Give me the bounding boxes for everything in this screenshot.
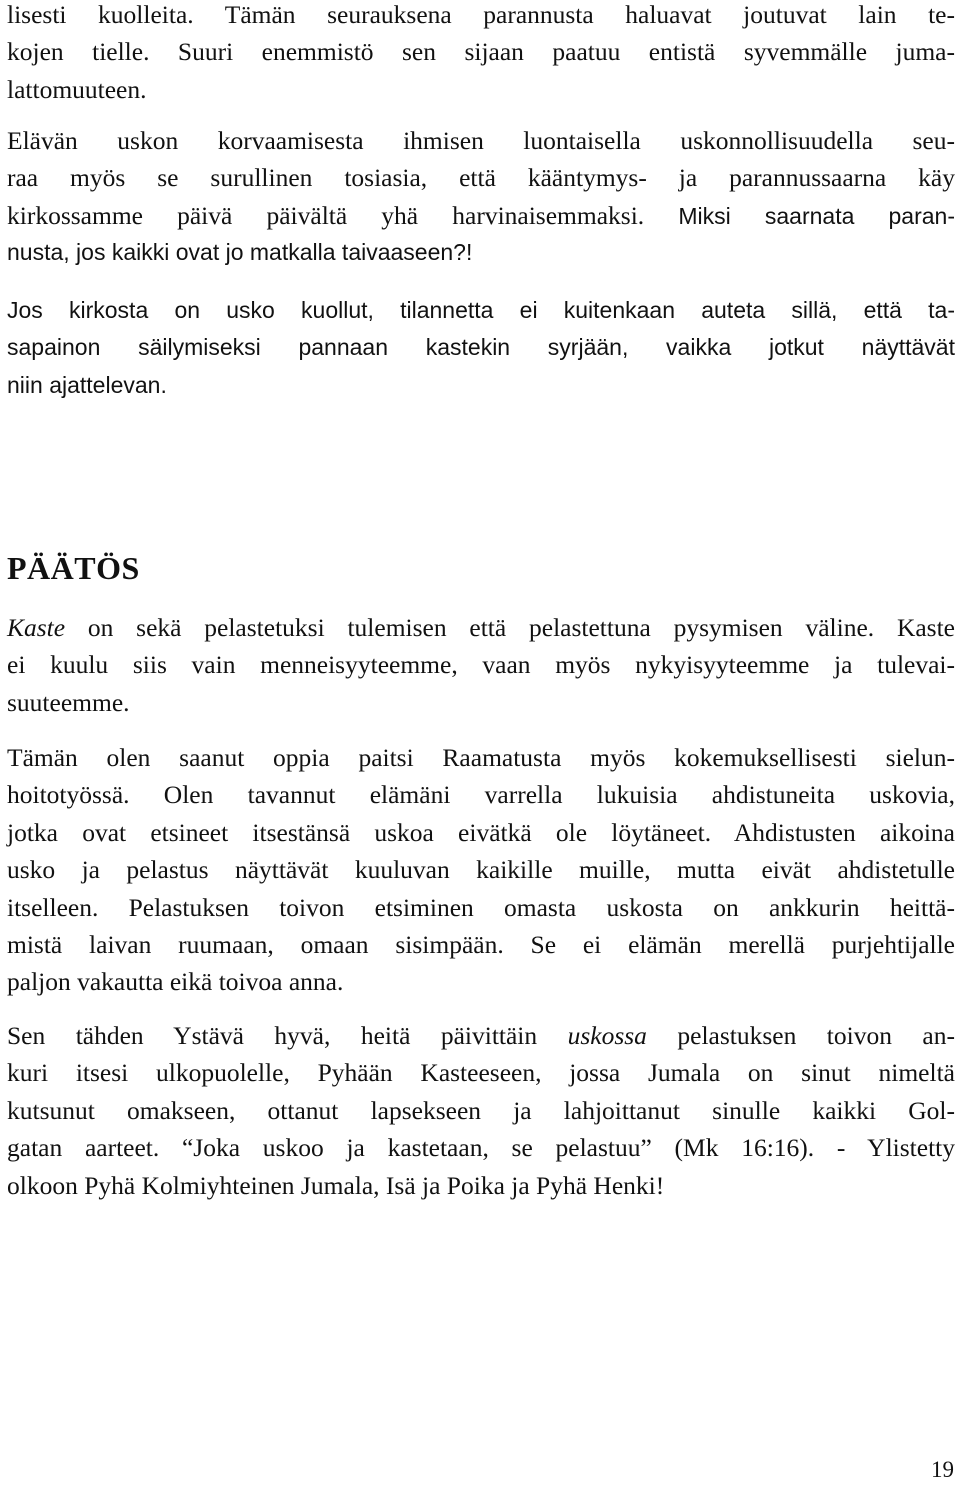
text-segment: kirkossamme päivä päivältä yhä harvinaisemmaksi.: [7, 200, 645, 230]
text-segment: Miksi saarnata paran-: [644, 202, 956, 229]
page-number: 19: [931, 1457, 954, 1482]
text-line: lisesti kuolleita. Tämän seurauksena parannusta haluavat joutuvat lain te-: [7, 0, 955, 29]
italic-word: Kaste: [7, 613, 66, 642]
italic-word: uskossa: [567, 1021, 647, 1050]
text-segment: pelastuksen toivon an-: [646, 1021, 955, 1050]
text-line: kutsunut omakseen, ottanut lapsekseen ja lahjoittanut sinulle kaikki Gol-: [7, 1095, 955, 1125]
text-line-mixed: [7, 197, 955, 234]
text-line: [7, 1017, 955, 1054]
text-line: usko ja pelastus näyttävät kuuluvan kaikille muille, mutta eivät ahdistetulle: [7, 855, 955, 885]
text-line: suuteemme.: [7, 687, 130, 717]
text-line: itselleen. Pelastuksen toivon etsiminen omasta uskosta on ankkurin heittä-: [7, 892, 955, 922]
text-line: jotka ovat etsineet itsestänsä uskoa eivätkä ole löytäneet. Ahdistusten aikoina: [7, 817, 955, 847]
text-line: lattomuuteen.: [7, 74, 147, 104]
text-line: [7, 609, 955, 646]
text-line: Tämän olen saanut oppia paitsi Raamatusta myös kokemuksellisesti sielun-: [7, 743, 955, 772]
text-segment: Sen tähden Ystävä hyvä, heitä päivittäin: [7, 1021, 568, 1050]
text-line: kojen tielle. Suuri enemmistö sen sijaan paatuu entistä syvemmälle juma-: [7, 37, 955, 67]
text-line: paljon vakautta eikä toivoa anna.: [7, 967, 344, 997]
text-line: sapainon säilymiseksi pannaan kastekin syrjään, vaikka jotkut näyttävät: [7, 334, 955, 361]
text-line: nusta, jos kaikki ovat jo matkalla taivaaseen?!: [7, 239, 473, 266]
text-line: raa myös se surullinen tosiasia, että kääntymys- ja parannussaarna käy: [7, 163, 955, 193]
paragraph-pastoral-experience: [7, 739, 955, 1001]
text-line: hoitotyössä. Olen tavannut elämäni varrella lukuisia ahdistuneita uskovia,: [7, 780, 955, 810]
text-line: mistä laivan ruumaan, omaan sisimpään. Se ei elämän merellä purjehtijalle: [7, 929, 955, 959]
text-line: ei kuulu siis vain menneisyyteemme, vaan myös nykyisyyteemme ja tulevai-: [7, 650, 955, 680]
paragraph-baptism: [7, 609, 955, 721]
text-line: olkoon Pyhä Kolmiyhteinen Jumala, Isä ja Poika ja Pyhä Henki!: [7, 1170, 665, 1200]
paragraph-continued: [7, 0, 955, 108]
text-line: gatan aarteet. “Joka uskoo ja kastetaan, se pelastuu” (Mk 16:16). - Ylistetty: [7, 1133, 955, 1163]
paragraph-living-faith: [7, 122, 955, 272]
section-heading: PÄÄTÖS: [7, 550, 140, 586]
text-line: kuri itsesi ulkopuolelle, Pyhään Kasteeseen, jossa Jumala on sinut nimeltä: [7, 1058, 955, 1088]
text-line: niin ajattelevan.: [7, 371, 167, 398]
paragraph-closing: [7, 1017, 955, 1204]
text-segment: on sekä pelastetuksi tulemisen että pelastettuna pysymisen väline. Kaste: [65, 613, 955, 642]
paragraph-dead-faith: [7, 292, 955, 404]
text-line: Jos kirkosta on usko kuollut, tilannetta ei kuitenkaan auteta sillä, että ta-: [7, 297, 955, 323]
text-line: Elävän uskon korvaamisesta ihmisen luontaisella uskonnollisuudella seu-: [7, 126, 955, 155]
